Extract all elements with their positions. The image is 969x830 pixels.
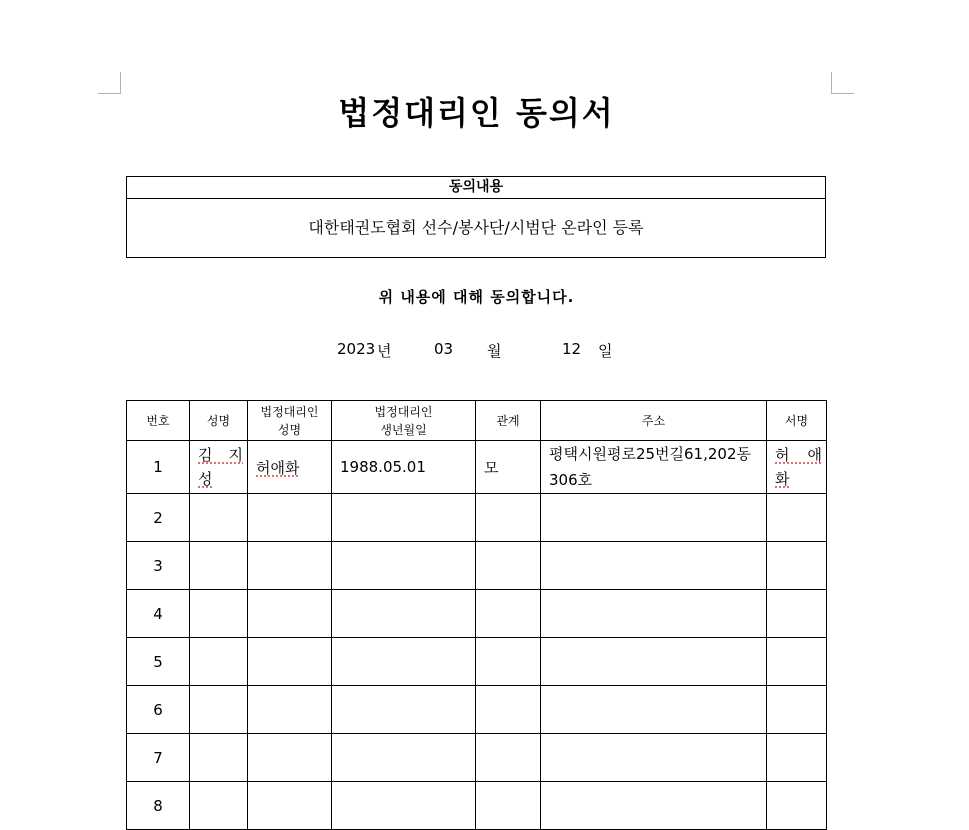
- table-row: [127, 782, 827, 830]
- cell-name[interactable]: [190, 782, 248, 830]
- header-no: 번호: [127, 401, 190, 441]
- cell-address[interactable]: 평택시원평로25번길61,202동306호: [541, 441, 767, 494]
- cell-no: 2: [127, 494, 190, 542]
- date-day: 12: [562, 340, 582, 358]
- cell-relation[interactable]: [476, 542, 541, 590]
- cell-address[interactable]: [541, 686, 767, 734]
- table-row: [127, 590, 827, 638]
- cell-guardian-name[interactable]: [248, 782, 332, 830]
- cell-relation[interactable]: [476, 638, 541, 686]
- table-row: [127, 638, 827, 686]
- cell-signature[interactable]: [767, 686, 827, 734]
- cell-guardian-name[interactable]: [248, 494, 332, 542]
- cell-name[interactable]: [190, 686, 248, 734]
- document-title: 법정대리인 동의서: [338, 94, 615, 132]
- cell-signature[interactable]: [767, 494, 827, 542]
- cell-relation[interactable]: [476, 686, 541, 734]
- date-month: 03: [434, 340, 454, 358]
- header-guardian-birth: 법정대리인 생년월일: [332, 401, 476, 441]
- date-day-unit: 일: [598, 342, 613, 360]
- table-row: [127, 542, 827, 590]
- table-header-row: [127, 401, 827, 441]
- cell-signature[interactable]: [767, 638, 827, 686]
- cell-signature[interactable]: [767, 542, 827, 590]
- cell-name[interactable]: 김 지 성: [190, 441, 248, 494]
- cell-guardian-birth[interactable]: [332, 542, 476, 590]
- consent-header: 동의내용: [127, 177, 825, 199]
- consent-roster-table: [126, 400, 827, 830]
- cell-name[interactable]: [190, 734, 248, 782]
- header-signature: 서명: [767, 401, 827, 441]
- cell-address[interactable]: [541, 734, 767, 782]
- cell-guardian-birth[interactable]: [332, 590, 476, 638]
- cell-name[interactable]: [190, 494, 248, 542]
- cell-no: 5: [127, 638, 190, 686]
- cell-guardian-name[interactable]: 허애화: [248, 441, 332, 494]
- cell-signature[interactable]: [767, 590, 827, 638]
- cell-no: 6: [127, 686, 190, 734]
- cell-no: 8: [127, 782, 190, 830]
- cell-name[interactable]: [190, 542, 248, 590]
- cell-address[interactable]: [541, 590, 767, 638]
- cell-relation[interactable]: [476, 494, 541, 542]
- cell-relation[interactable]: [476, 734, 541, 782]
- cell-guardian-birth[interactable]: [332, 638, 476, 686]
- cell-no: 1: [127, 441, 190, 494]
- cell-guardian-birth[interactable]: 1988.05.01: [332, 441, 476, 494]
- cell-guardian-birth[interactable]: [332, 734, 476, 782]
- cell-guardian-name[interactable]: [248, 686, 332, 734]
- cell-address[interactable]: [541, 638, 767, 686]
- cell-guardian-name[interactable]: [248, 542, 332, 590]
- cell-guardian-name[interactable]: [248, 638, 332, 686]
- cell-no: 7: [127, 734, 190, 782]
- header-relation: 관계: [476, 401, 541, 441]
- cell-address[interactable]: [541, 494, 767, 542]
- cell-relation[interactable]: [476, 590, 541, 638]
- cell-no: 4: [127, 590, 190, 638]
- cell-signature[interactable]: 허 애 화: [767, 441, 827, 494]
- cell-name[interactable]: [190, 590, 248, 638]
- cell-guardian-birth[interactable]: [332, 686, 476, 734]
- cell-address[interactable]: [541, 542, 767, 590]
- table-row: [127, 494, 827, 542]
- cell-relation[interactable]: [476, 782, 541, 830]
- table-row: [127, 686, 827, 734]
- cell-address[interactable]: [541, 782, 767, 830]
- header-name: 성명: [190, 401, 248, 441]
- header-guardian-name: 법정대리인 성명: [248, 401, 332, 441]
- cell-guardian-name[interactable]: [248, 734, 332, 782]
- cell-guardian-birth[interactable]: [332, 494, 476, 542]
- table-row: [127, 441, 827, 494]
- cell-no: 3: [127, 542, 190, 590]
- date-month-unit: 월: [487, 342, 502, 360]
- date-year: 2023: [337, 340, 376, 358]
- cell-name[interactable]: [190, 638, 248, 686]
- cell-relation[interactable]: 모: [476, 441, 541, 494]
- cell-signature[interactable]: [767, 782, 827, 830]
- cell-signature[interactable]: [767, 734, 827, 782]
- cell-guardian-name[interactable]: [248, 590, 332, 638]
- header-address: 주소: [541, 401, 767, 441]
- cell-guardian-birth[interactable]: [332, 782, 476, 830]
- date-year-unit: 년: [377, 342, 392, 360]
- table-row: [127, 734, 827, 782]
- agreement-text: 위 내용에 대해 동의합니다.: [378, 288, 575, 306]
- consent-content: 대한태권도협회 선수/봉사단/시범단 온라인 등록: [308, 218, 644, 237]
- consent-box: [126, 176, 826, 258]
